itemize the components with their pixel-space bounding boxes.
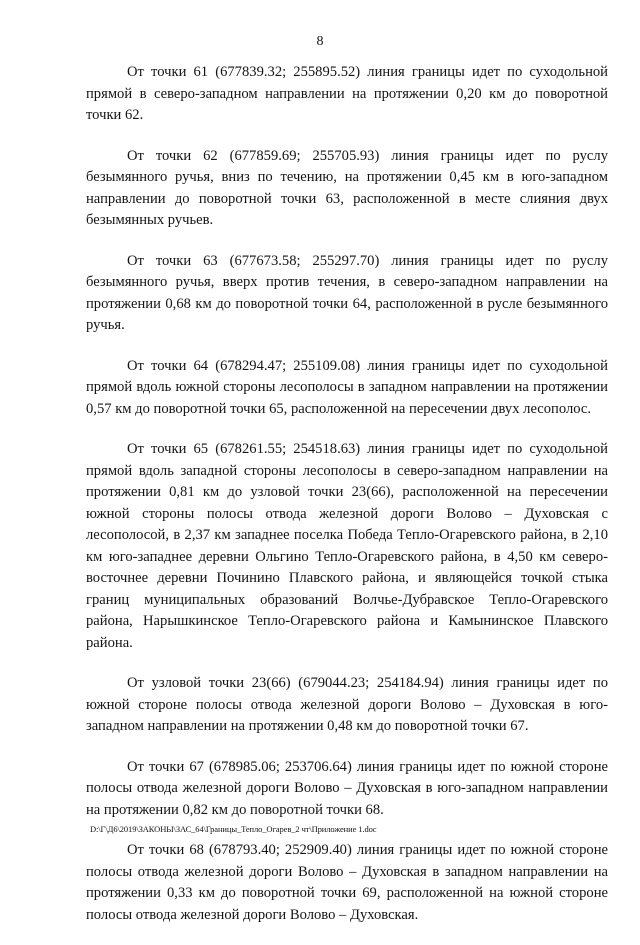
paragraph-point-65: От точки 65 (678261.55; 254518.63) линия границы идет по суходольной прямой вдоль западной стороны лесополосы в северо-западном направлении на протяжении 0,81 км до узловой точки 23(66), расположенной на пересечении южной стороны полосы отвода железной дороги Волово – Духовская с лесополосой, в 2,37 км западнее поселка Победа Тепло-Огаревского района, в 2,10 км юго-западнее деревни Ольгино Тепло-Огаревского района, в 4,50 км северо-восточнее деревни Починино Плавского района, и являющейся точкой стыка границ муниципальных образований Волчье-Дубравское Тепло-Огаревского района, Нарышкинское Тепло-Огаревского района и Камынинское Плавского района. [86, 441, 608, 651]
page-number: 8 [316, 34, 324, 49]
paragraph-point-67: От точки 67 (678985.06; 253706.64) линия границы идет по южной стороне полосы отвода железной дороги Волово – Духовская в юго-западном направлении на протяжении 0,82 км до поворотной точки 68. [86, 758, 608, 818]
paragraph-point-63: От точки 63 (677673.58; 255297.70) линия границы идет по руслу безымянного ручья, вверх против течения, в северо-западном направлении на протяжении 0,68 км до поворотной точки 64, расположенной в русле безымянного ручья. [86, 252, 608, 333]
document-body [86, 62, 608, 945]
paragraph-point-64: От точки 64 (678294.47; 255109.08) линия границы идет по суходольной прямой вдоль южной стороны лесополосы в западном направлении на протяжении 0,57 км до поворотной точки 65, расположенной на пересечении двух лесополос. [86, 357, 608, 417]
paragraph-point-62: От точки 62 (677859.69; 255705.93) линия границы идет по руслу безымянного ручья, вниз по течению, на протяжении 0,45 км в юго-западном направлении до поворотной точки 63, расположенной в месте слияния двух безымянных ручьев. [86, 147, 608, 228]
paragraph-node-point-23-66: От узловой точки 23(66) (679044.23; 254184.94) линия границы идет по южной стороне полосы отвода железной дороги Волово – Духовская в юго-западном направлении на протяжении 0,48 км до поворотной точки 67. [86, 675, 608, 734]
paragraph-point-68: От точки 68 (678793.40; 252909.40) линия границы идет по южной стороне полосы отвода железной дороги Волово – Духовская в западном направлении на протяжении 0,33 км до поворотной точки 69, расположенной на южной стороне полосы отвода железной дороги Волово – Духовская. [86, 842, 608, 923]
file-path-footer: D:\Г\Д6\2019\ЗАКОНЫ\ЗАС_64\Границы_Тепло_Огарев_2 чт\Приложение 1.doc [90, 824, 377, 834]
paragraph-point-61: От точки 61 (677839.32; 255895.52) линия границы идет по суходольной прямой в северо-западном направлении на протяжении 0,20 км до поворотной точки 62. [86, 64, 608, 123]
